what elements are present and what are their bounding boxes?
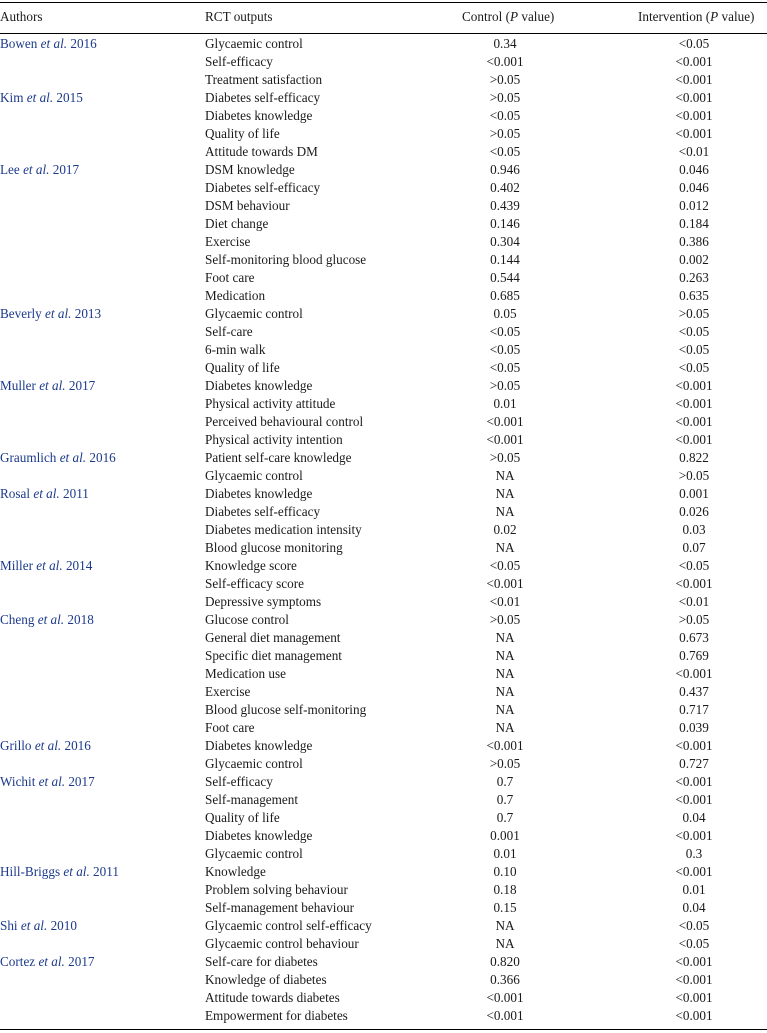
- author-name: Shi: [0, 918, 18, 933]
- header-outputs-label: RCT outputs: [205, 9, 273, 24]
- outcome-name: Glycaemic control behaviour: [205, 936, 359, 951]
- table-row: [0, 989, 767, 1007]
- outcome-name: Physical activity intention: [205, 432, 343, 447]
- table-row: [0, 971, 767, 989]
- outcome-name: Glycaemic control: [205, 846, 303, 861]
- control-p-value: 0.820: [490, 954, 520, 969]
- intervention-p-value: <0.001: [675, 54, 713, 69]
- control-p-value: <0.001: [486, 54, 524, 69]
- table-row: [0, 107, 767, 125]
- outcome-name: Foot care: [205, 270, 255, 285]
- author-year: 2011: [93, 864, 119, 879]
- author-etal: et al.: [26, 90, 54, 105]
- author-citation-link[interactable]: [0, 737, 91, 755]
- control-p-value: NA: [495, 918, 515, 933]
- outcome-name: Glycaemic control: [205, 468, 303, 483]
- intervention-p-value: 0.012: [679, 198, 709, 213]
- table-row: [0, 755, 767, 773]
- table-row: [0, 647, 767, 665]
- outcome-name: Diabetes medication intensity: [205, 522, 362, 537]
- control-p-value: >0.05: [489, 450, 521, 465]
- control-p-value: 0.7: [496, 810, 514, 825]
- table-row: [0, 845, 767, 863]
- outcome-name: Physical activity attitude: [205, 396, 336, 411]
- table-row: [0, 251, 767, 269]
- intervention-p-value: <0.001: [675, 972, 713, 987]
- table-row: [0, 899, 767, 917]
- outcome-name: Quality of life: [205, 360, 280, 375]
- intervention-p-value: 0.727: [679, 756, 709, 771]
- author-name: Rosal: [0, 486, 31, 501]
- table-row: [0, 503, 767, 521]
- outcome-name: Knowledge of diabetes: [205, 972, 327, 987]
- author-etal: et al.: [38, 954, 65, 969]
- author-etal: et al.: [23, 162, 50, 177]
- author-year: 2013: [74, 306, 102, 321]
- control-p-value: 0.001: [490, 828, 520, 843]
- outcome-name: Glycaemic control: [205, 36, 303, 51]
- author-etal: et al.: [34, 738, 62, 753]
- table-row: [0, 143, 767, 161]
- table-row: [0, 629, 767, 647]
- outcome-name: Glycaemic control: [205, 756, 303, 771]
- table-row: [0, 917, 767, 935]
- control-p-value: NA: [495, 684, 515, 699]
- control-p-value: >0.05: [489, 378, 521, 393]
- outcome-name: Diabetes self-efficacy: [205, 504, 321, 519]
- header-intervention: [638, 8, 754, 26]
- table-row: [0, 665, 767, 683]
- intervention-p-value: <0.01: [678, 144, 710, 159]
- control-p-value: >0.05: [489, 612, 521, 627]
- intervention-p-value: >0.05: [678, 306, 710, 321]
- intervention-p-value: <0.001: [675, 414, 713, 429]
- table-row: [0, 1007, 767, 1025]
- author-citation-link[interactable]: [0, 161, 79, 179]
- author-name: Bowen: [0, 36, 38, 51]
- author-citation-link[interactable]: [0, 35, 97, 53]
- author-name: Wichit: [0, 774, 36, 789]
- control-p-value: 0.7: [496, 792, 514, 807]
- control-p-value: 0.146: [490, 216, 520, 231]
- author-name: Cortez: [0, 954, 36, 969]
- intervention-p-value: <0.05: [678, 558, 710, 573]
- control-p-value: 0.7: [496, 774, 514, 789]
- outcome-name: Glycaemic control self-efficacy: [205, 918, 372, 933]
- intervention-p-value: <0.001: [675, 378, 713, 393]
- table-row: [0, 89, 767, 107]
- outcome-name: Depressive symptoms: [205, 594, 322, 609]
- control-p-value: NA: [495, 486, 515, 501]
- outcome-name: Glycaemic control: [205, 306, 303, 321]
- table-row: [0, 341, 767, 359]
- control-p-value: <0.01: [489, 594, 521, 609]
- intervention-p-value: >0.05: [678, 612, 710, 627]
- control-p-value: <0.001: [486, 1008, 524, 1023]
- control-p-value: 0.544: [490, 270, 520, 285]
- author-name: Muller: [0, 378, 36, 393]
- table-row: [0, 557, 767, 575]
- control-p-value: 0.05: [493, 306, 517, 321]
- outcome-name: Specific diet management: [205, 648, 342, 663]
- author-name: Graumlich: [0, 450, 57, 465]
- control-p-value: <0.05: [489, 342, 521, 357]
- header-authors-label: Authors: [0, 9, 43, 24]
- header-control-p: P: [510, 9, 519, 24]
- control-p-value: NA: [495, 666, 515, 681]
- author-citation-link[interactable]: [0, 863, 119, 881]
- intervention-p-value: <0.05: [678, 360, 710, 375]
- author-year: 2016: [64, 738, 91, 753]
- header-intervention-pre: Intervention (: [638, 9, 711, 24]
- control-p-value: <0.001: [486, 414, 524, 429]
- intervention-p-value: <0.001: [675, 990, 713, 1005]
- author-name: Lee: [0, 162, 20, 177]
- intervention-p-value: <0.001: [675, 1008, 713, 1023]
- author-etal: et al.: [20, 918, 48, 933]
- intervention-p-value: <0.001: [675, 864, 713, 879]
- intervention-p-value: 0.001: [679, 486, 709, 501]
- author-citation-link[interactable]: [0, 773, 95, 791]
- control-p-value: 0.144: [490, 252, 520, 267]
- outcome-name: Exercise: [205, 234, 251, 249]
- table-row: [0, 161, 767, 179]
- author-name: Grillo: [0, 738, 32, 753]
- table-row: [0, 233, 767, 251]
- author-name: Cheng: [0, 612, 35, 627]
- outcome-name: Attitude towards diabetes: [205, 990, 340, 1005]
- table-row: [0, 521, 767, 539]
- intervention-p-value: 0.673: [679, 630, 709, 645]
- intervention-p-value: 0.635: [679, 288, 709, 303]
- author-citation-link[interactable]: [0, 557, 92, 575]
- table-row: [0, 539, 767, 557]
- control-p-value: <0.05: [489, 108, 521, 123]
- control-p-value: 0.02: [493, 522, 517, 537]
- outcome-name: Treatment satisfaction: [205, 72, 323, 87]
- intervention-p-value: 0.184: [679, 216, 709, 231]
- control-p-value: NA: [495, 936, 515, 951]
- intervention-p-value: 0.03: [682, 522, 706, 537]
- control-p-value: 0.439: [490, 198, 520, 213]
- header-control-post: value): [518, 9, 555, 24]
- table-top-rule: [0, 2, 767, 3]
- author-year: 2014: [65, 558, 93, 573]
- intervention-p-value: <0.001: [675, 396, 713, 411]
- author-etal: et al.: [36, 558, 63, 573]
- author-name: Hill-Briggs: [0, 864, 61, 879]
- author-etal: et al.: [33, 486, 60, 501]
- header-outputs: [205, 8, 273, 26]
- table-row: [0, 485, 767, 503]
- author-name: Kim: [0, 90, 24, 105]
- control-p-value: NA: [495, 540, 515, 555]
- table-row: [0, 395, 767, 413]
- author-citation-link[interactable]: [0, 305, 101, 323]
- author-etal: et al.: [59, 450, 87, 465]
- control-p-value: <0.05: [489, 360, 521, 375]
- table-row: [0, 179, 767, 197]
- header-control: [462, 8, 554, 26]
- outcome-name: Self-efficacy: [205, 54, 273, 69]
- intervention-p-value: <0.001: [675, 738, 713, 753]
- author-name: Beverly: [0, 306, 42, 321]
- author-citation-link[interactable]: [0, 89, 83, 107]
- author-year: 2010: [50, 918, 77, 933]
- control-p-value: NA: [495, 648, 515, 663]
- intervention-p-value: 0.039: [679, 720, 709, 735]
- outcome-name: DSM behaviour: [205, 198, 290, 213]
- intervention-p-value: 0.04: [682, 900, 706, 915]
- intervention-p-value: 0.002: [679, 252, 709, 267]
- outcome-name: Medication use: [205, 666, 286, 681]
- outcome-name: Self-monitoring blood glucose: [205, 252, 367, 267]
- control-p-value: NA: [495, 630, 515, 645]
- control-p-value: NA: [495, 720, 515, 735]
- intervention-p-value: <0.001: [675, 126, 713, 141]
- outcome-name: Attitude towards DM: [205, 144, 318, 159]
- outcome-name: Diabetes knowledge: [205, 378, 313, 393]
- intervention-p-value: <0.05: [678, 918, 710, 933]
- intervention-p-value: 0.07: [682, 540, 706, 555]
- author-year: 2011: [63, 486, 89, 501]
- table-row: [0, 737, 767, 755]
- table-row: [0, 719, 767, 737]
- table-header-rule: [0, 33, 767, 34]
- control-p-value: <0.05: [489, 144, 521, 159]
- intervention-p-value: <0.001: [675, 774, 713, 789]
- intervention-p-value: 0.386: [679, 234, 709, 249]
- author-etal: et al.: [38, 774, 66, 789]
- table-row: [0, 701, 767, 719]
- outcome-name: Self-efficacy: [205, 774, 273, 789]
- table-row: [0, 881, 767, 899]
- control-p-value: <0.001: [486, 576, 524, 591]
- intervention-p-value: <0.01: [678, 594, 710, 609]
- control-p-value: NA: [495, 468, 515, 483]
- outcome-name: Self-management: [205, 792, 299, 807]
- outcome-name: Self-care for diabetes: [205, 954, 318, 969]
- intervention-p-value: 0.822: [679, 450, 709, 465]
- table-row: [0, 359, 767, 377]
- author-year: 2016: [70, 36, 97, 51]
- table-row: [0, 791, 767, 809]
- intervention-p-value: <0.05: [678, 342, 710, 357]
- table-row: [0, 953, 767, 971]
- author-citation-link[interactable]: [0, 611, 94, 629]
- table-row: [0, 773, 767, 791]
- outcome-name: Medication: [205, 288, 266, 303]
- author-etal: et al.: [40, 36, 68, 51]
- author-citation-link[interactable]: [0, 377, 95, 395]
- table-row: [0, 467, 767, 485]
- table-row: [0, 197, 767, 215]
- outcome-name: DSM knowledge: [205, 162, 295, 177]
- header-intervention-post: value): [718, 9, 755, 24]
- control-p-value: 0.34: [493, 36, 517, 51]
- outcome-name: Diabetes self-efficacy: [205, 90, 321, 105]
- intervention-p-value: <0.001: [675, 90, 713, 105]
- author-etal: et al.: [39, 378, 66, 393]
- table-row: [0, 683, 767, 701]
- control-p-value: <0.05: [489, 558, 521, 573]
- intervention-p-value: <0.001: [675, 666, 713, 681]
- outcome-name: Diet change: [205, 216, 269, 231]
- control-p-value: >0.05: [489, 90, 521, 105]
- outcome-name: Glucose control: [205, 612, 289, 627]
- intervention-p-value: <0.001: [675, 792, 713, 807]
- intervention-p-value: 0.3: [685, 846, 703, 861]
- outcome-name: General diet management: [205, 630, 341, 645]
- table-row: [0, 287, 767, 305]
- author-etal: et al.: [37, 612, 65, 627]
- outcome-name: Problem solving behaviour: [205, 882, 348, 897]
- control-p-value: 0.15: [493, 900, 517, 915]
- outcome-name: Self-management behaviour: [205, 900, 355, 915]
- outcome-name: Quality of life: [205, 810, 280, 825]
- outcome-name: Diabetes self-efficacy: [205, 180, 321, 195]
- outcome-name: Diabetes knowledge: [205, 108, 313, 123]
- outcome-name: Exercise: [205, 684, 251, 699]
- outcome-name: Empowerment for diabetes: [205, 1008, 348, 1023]
- table-row: [0, 377, 767, 395]
- control-p-value: 0.946: [490, 162, 520, 177]
- outcome-name: Self-efficacy score: [205, 576, 304, 591]
- outcome-name: 6-min walk: [205, 342, 266, 357]
- intervention-p-value: <0.05: [678, 36, 710, 51]
- intervention-p-value: <0.001: [675, 576, 713, 591]
- outcome-name: Blood glucose self-monitoring: [205, 702, 367, 717]
- intervention-p-value: 0.01: [682, 882, 706, 897]
- author-year: 2016: [89, 450, 116, 465]
- author-citation-link[interactable]: [0, 953, 95, 971]
- control-p-value: NA: [495, 504, 515, 519]
- table-row: [0, 71, 767, 89]
- table-row: [0, 449, 767, 467]
- header-control-pre: Control (: [462, 9, 510, 24]
- control-p-value: 0.01: [493, 846, 517, 861]
- control-p-value: <0.001: [486, 432, 524, 447]
- author-name: Miller: [0, 558, 33, 573]
- author-year: 2017: [68, 954, 95, 969]
- author-citation-link[interactable]: [0, 485, 89, 503]
- outcome-name: Knowledge: [205, 864, 266, 879]
- intervention-p-value: 0.046: [679, 180, 709, 195]
- table-row: [0, 35, 767, 53]
- control-p-value: 0.685: [490, 288, 520, 303]
- author-year: 2018: [67, 612, 94, 627]
- control-p-value: 0.402: [490, 180, 520, 195]
- table-row: [0, 863, 767, 881]
- table-bottom-rule: [0, 1029, 767, 1030]
- intervention-p-value: 0.026: [679, 504, 709, 519]
- control-p-value: NA: [495, 702, 515, 717]
- intervention-p-value: 0.437: [679, 684, 709, 699]
- header-authors: [0, 8, 43, 26]
- header-intervention-p: P: [710, 9, 719, 24]
- intervention-p-value: <0.001: [675, 108, 713, 123]
- table-row: [0, 809, 767, 827]
- table-row: [0, 575, 767, 593]
- control-p-value: 0.10: [493, 864, 517, 879]
- author-etal: et al.: [63, 864, 90, 879]
- table-row: [0, 305, 767, 323]
- intervention-p-value: <0.05: [678, 936, 710, 951]
- table-row: [0, 431, 767, 449]
- control-p-value: 0.01: [493, 396, 517, 411]
- intervention-p-value: 0.04: [682, 810, 706, 825]
- intervention-p-value: 0.769: [679, 648, 709, 663]
- author-etal: et al.: [45, 306, 72, 321]
- author-year: 2015: [56, 90, 83, 105]
- author-year: 2017: [52, 162, 80, 177]
- control-p-value: <0.001: [486, 990, 524, 1005]
- outcome-name: Patient self-care knowledge: [205, 450, 352, 465]
- table-row: [0, 53, 767, 71]
- control-p-value: 0.304: [490, 234, 520, 249]
- outcome-name: Foot care: [205, 720, 255, 735]
- table-row: [0, 935, 767, 953]
- control-p-value: >0.05: [489, 72, 521, 87]
- author-year: 2017: [68, 774, 95, 789]
- intervention-p-value: <0.001: [675, 828, 713, 843]
- outcome-name: Blood glucose monitoring: [205, 540, 343, 555]
- intervention-p-value: <0.001: [675, 954, 713, 969]
- author-citation-link[interactable]: [0, 917, 77, 935]
- outcome-name: Diabetes knowledge: [205, 486, 313, 501]
- table-row: [0, 125, 767, 143]
- outcome-name: Perceived behavioural control: [205, 414, 364, 429]
- control-p-value: >0.05: [489, 756, 521, 771]
- outcome-name: Knowledge score: [205, 558, 297, 573]
- author-year: 2017: [68, 378, 96, 393]
- intervention-p-value: <0.05: [678, 324, 710, 339]
- control-p-value: >0.05: [489, 126, 521, 141]
- table-row: [0, 611, 767, 629]
- outcome-name: Diabetes knowledge: [205, 738, 313, 753]
- table-row: [0, 269, 767, 287]
- intervention-p-value: 0.263: [679, 270, 709, 285]
- intervention-p-value: <0.001: [675, 432, 713, 447]
- table-row: [0, 215, 767, 233]
- outcome-name: Quality of life: [205, 126, 280, 141]
- intervention-p-value: 0.046: [679, 162, 709, 177]
- intervention-p-value: <0.001: [675, 72, 713, 87]
- author-citation-link[interactable]: [0, 449, 116, 467]
- table-body: [0, 35, 767, 1025]
- outcome-name: Self-care: [205, 324, 253, 339]
- intervention-p-value: 0.717: [679, 702, 709, 717]
- intervention-p-value: >0.05: [678, 468, 710, 483]
- table-row: [0, 593, 767, 611]
- table-row: [0, 323, 767, 341]
- control-p-value: <0.05: [489, 324, 521, 339]
- outcome-name: Diabetes knowledge: [205, 828, 313, 843]
- control-p-value: <0.001: [486, 738, 524, 753]
- table-row: [0, 827, 767, 845]
- control-p-value: 0.18: [493, 882, 517, 897]
- control-p-value: 0.366: [490, 972, 520, 987]
- table-row: [0, 413, 767, 431]
